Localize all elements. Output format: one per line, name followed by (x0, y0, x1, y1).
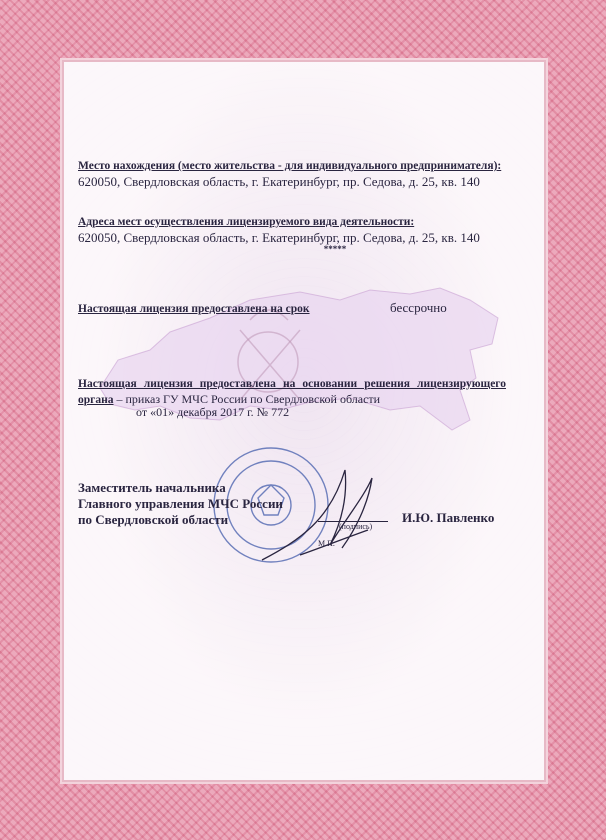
activity-address-label: Адреса мест осуществления лицензируемого вида деятельности: (78, 216, 415, 228)
signer-line-3: по Свердловской области (78, 512, 229, 527)
basis-label: Настоящая лицензия предоставлена на основании решения лицензирующего органа (78, 378, 506, 406)
term-value: бессрочно (390, 300, 447, 315)
activity-address-value: 620050, Свердловская область, г. Екатеринбург, пр. Седова, д. 25, кв. 140 (78, 230, 480, 245)
location-value: 620050, Свердловская область, г. Екатеринбург, пр. Седова, д. 25, кв. 140 (78, 174, 480, 189)
activity-address-section (78, 214, 480, 246)
signer-line-2: Главного управления МЧС России (78, 496, 283, 511)
basis-section (78, 376, 506, 408)
basis-text: – приказ ГУ МЧС России по Свердловской области (113, 392, 381, 406)
signer-title (78, 480, 283, 528)
location-label: Место нахождения (место жительства - для индивидуального предпринимателя): (78, 160, 502, 172)
basis-date: от «01» декабря 2017 г. № 772 (136, 405, 290, 419)
stamp-caption: М.П. (318, 539, 335, 548)
separator-stars: ***** (323, 244, 347, 254)
signer-line-1: Заместитель начальника (78, 480, 226, 495)
signature-caption: (подпись) (339, 522, 373, 531)
location-section (78, 158, 501, 190)
term-label: Настоящая лицензия предоставлена на срок (78, 303, 310, 315)
signer-name: И.Ю. Павленко (402, 510, 495, 525)
